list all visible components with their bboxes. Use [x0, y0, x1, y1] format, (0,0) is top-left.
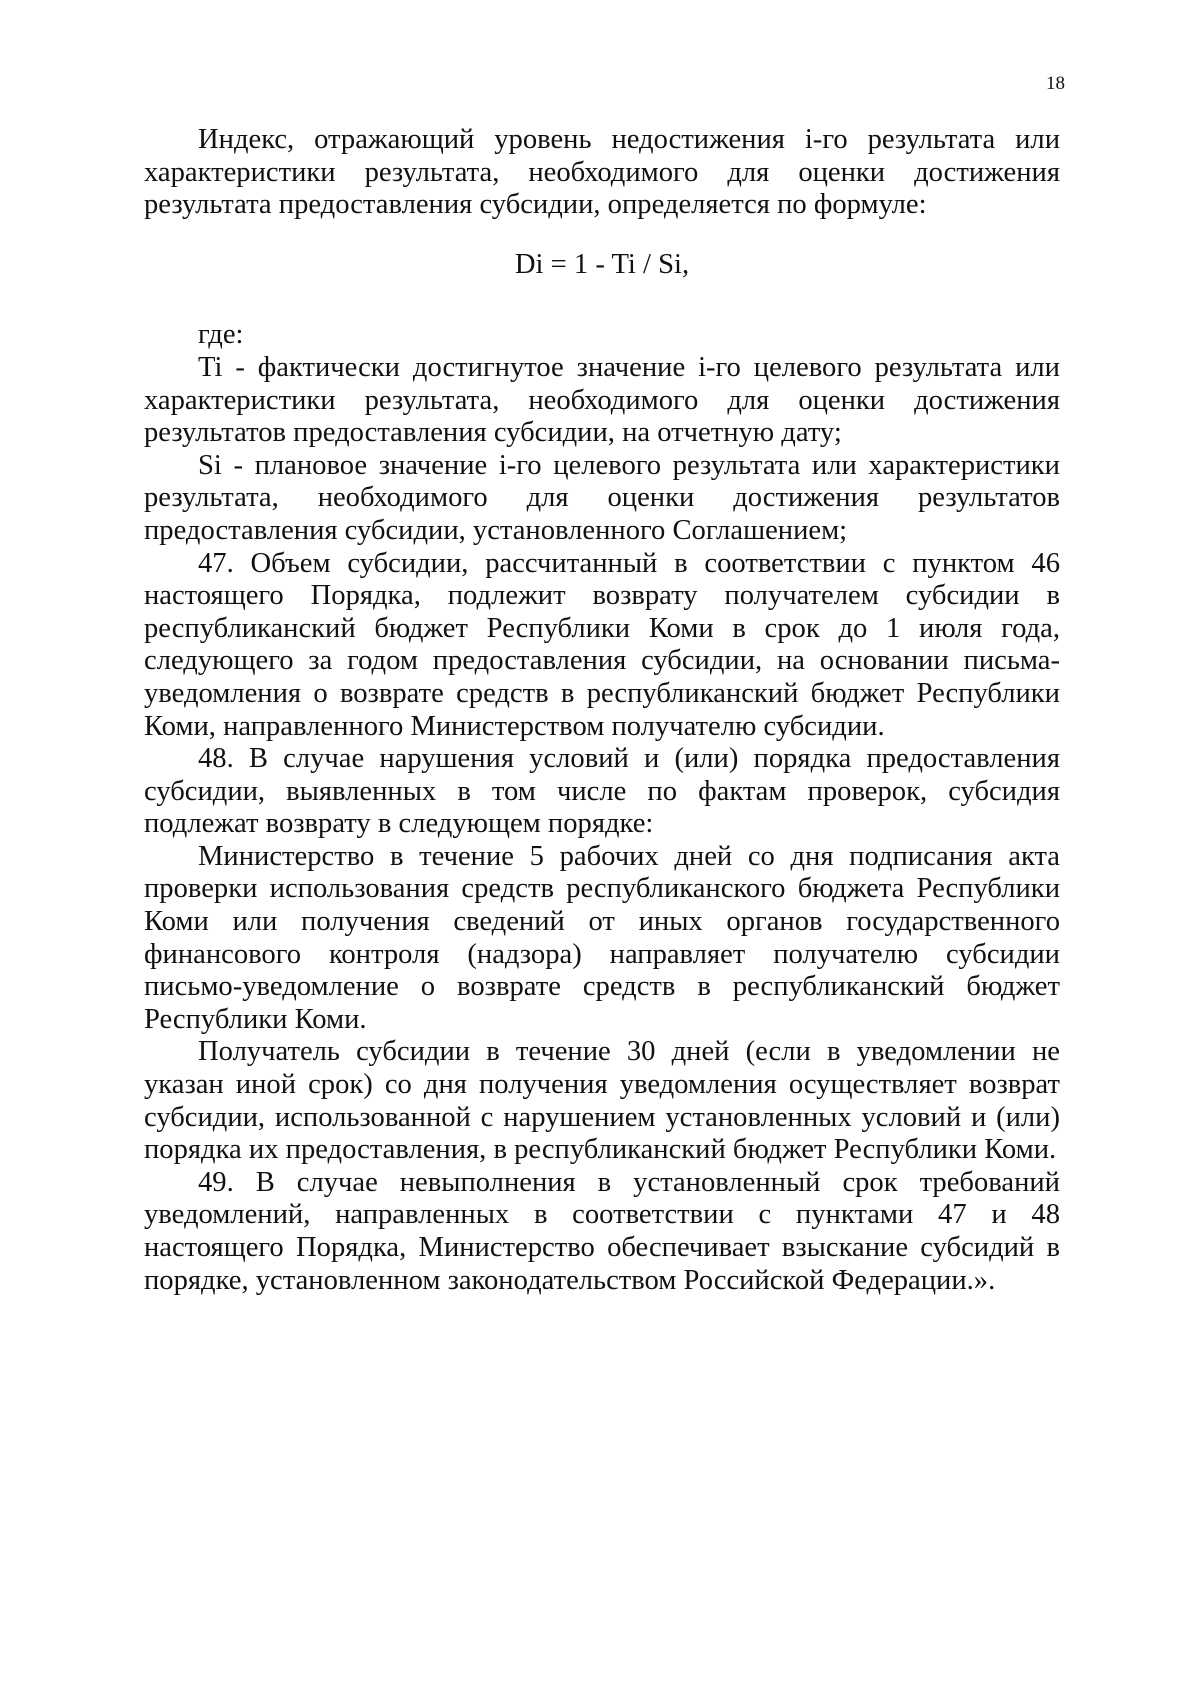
paragraph-index-definition: Индекс, отражающий уровень недостижения i-го результата или характеристики результата, необходимого для оценки достижения результата предоставления субсидии, определяется по формуле: [144, 124, 1060, 221]
paragraph-item-49: 49. В случае невыполнения в установленный срок требований уведомлений, направленных в соответствии с пунктами 47 и 48 настоящего Порядка, Министерство обеспечивает взыскание субсидий в порядке, установленном законодательством Российской Федерации.». [144, 1166, 1060, 1296]
paragraph-item-47: 47. Объем субсидии, рассчитанный в соответствии с пунктом 46 настоящего Порядка, подлежит возврату получателем субсидии в республиканский бюджет Республики Коми в срок до 1 июля года, следующего за годом предоставления субсидии, на основании письма-уведомления о возврате средств в республиканский бюджет Республики Коми, направленного Министерством получателю субсидии. [144, 547, 1060, 742]
page-number: 18 [1046, 73, 1065, 94]
paragraph-ministry-procedure: Министерство в течение 5 рабочих дней со дня подписания акта проверки использования средств республиканского бюджета Республики Коми или получения сведений от иных органов государственного финансового контроля (надзора) направляет получателю субсидии письмо-уведомление о возврате средств в республиканский бюджет Республики Коми. [144, 840, 1060, 1035]
document-body [144, 124, 1060, 1297]
paragraph-where: где: [198, 319, 244, 351]
paragraph-item-48: 48. В случае нарушения условий и (или) порядка предоставления субсидии, выявленных в том числе по фактам проверок, субсидия подлежат возврату в следующем порядке: [144, 743, 1060, 840]
paragraph-si-definition: Si - плановое значение i-го целевого результата или характеристики результата, необходимого для оценки достижения результатов предоставления субсидии, установленного Соглашением; [144, 449, 1060, 546]
formula: Di = 1 - Ti / Si, [514, 248, 690, 280]
paragraph-recipient-return: Получатель субсидии в течение 30 дней (если в уведомлении не указан иной срок) со дня получения уведомления осуществляет возврат субсидии, использованной с нарушением установленных условий и (или) порядка их предоставления, в республиканский бюджет Республики Коми. [144, 1036, 1060, 1166]
paragraph-ti-definition: Ti - фактически достигнутое значение i-го целевого результата или характеристики результата, необходимого для оценки достижения результатов предоставления субсидии, на отчетную дату; [144, 351, 1060, 449]
